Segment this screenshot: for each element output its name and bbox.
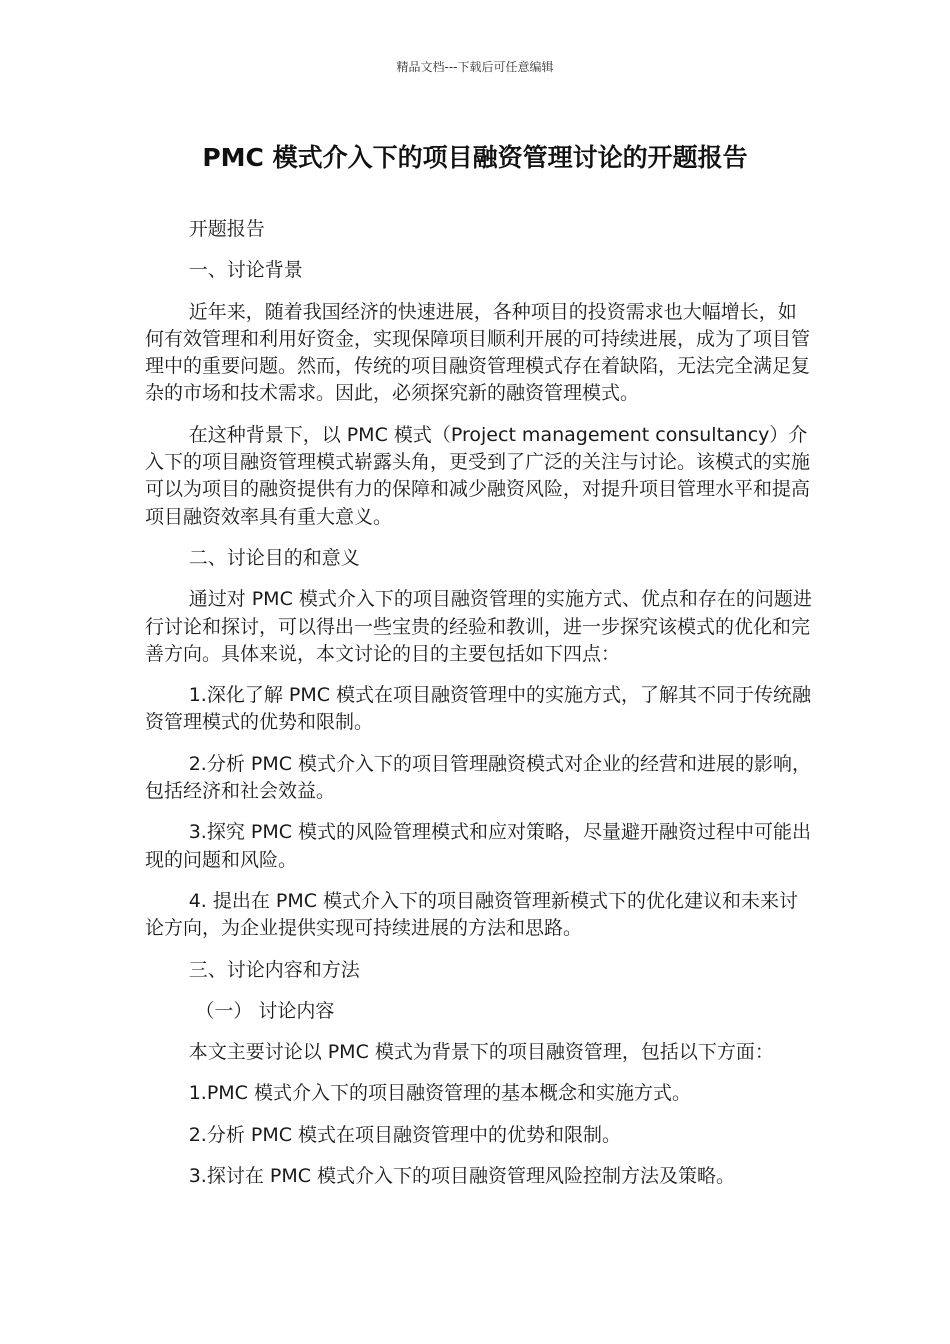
list-item: 3.探讨在 PMC 模式介入下的项目融资管理风险控制方法及策略。 <box>188 1165 736 1188</box>
list-item: 2.分析 PMC 模式在项目融资管理中的优势和限制。 <box>188 1123 622 1146</box>
document-body <box>145 216 815 1204</box>
section-label: 开题报告 <box>188 218 265 240</box>
paragraph: 本文主要讨论以 PMC 模式为背景下的项目融资管理，包括以下方面： <box>188 1041 774 1064</box>
paragraph: 近年来，随着我国经济的快速进展，各种项目的投资需求也大幅增长，如何有效管理和利用好资金，实现保障项目顺利开展的可持续进展，成为了项目管理中的重要问题。然而，传统的项目融资管理模式存在着缺陷，无法完全满足复杂的市场和技术需求。因此，必须探究新的融资管理模式。 <box>145 300 811 405</box>
document-title: PMC 模式介入下的项目融资管理讨论的开题报告 <box>202 143 748 172</box>
list-item: 4. 提出在 PMC 模式介入下的项目融资管理新模式下的优化建议和未来讨论方向，为企业提供实现可持续进展的方法和思路。 <box>145 889 799 940</box>
list-item: 2.分析 PMC 模式介入下的项目管理融资模式对企业的经营和进展的影响，包括经济和社会效益。 <box>145 752 812 803</box>
paragraph: 在这种背景下，以 PMC 模式（Project management consultancy）介入下的项目融资管理模式崭露头角，更受到了广泛的关注与讨论。该模式的实施可以为项目的融资提供有力的保障和减少融资风险，对提升项目管理水平和提高项目融资效率具有重大意义。 <box>145 423 811 528</box>
section-heading-content-method: 三、讨论内容和方法 <box>188 958 360 981</box>
page-header-note: 精品文档---下载后可任意编辑 <box>396 60 554 74</box>
list-item: 3.探究 PMC 模式的风险管理模式和应对策略，尽量避开融资过程中可能出现的问题和风险。 <box>145 821 812 871</box>
paragraph: 通过对 PMC 模式介入下的项目融资管理的实施方式、优点和存在的问题进行讨论和探讨，可以得出一些宝贵的经验和教训，进一步探究该模式的优化和完善方向。具体来说，本文讨论的目的主要包括如下四点： <box>145 588 812 665</box>
section-heading-background: 一、讨论背景 <box>188 259 303 282</box>
list-item: 1.深化了解 PMC 模式在项目融资管理中的实施方式，了解其不同于传统融资管理模式的优势和限制。 <box>145 684 812 734</box>
subsection-heading: （一） 讨论内容 <box>195 999 335 1022</box>
section-heading-purpose: 二、讨论目的和意义 <box>188 546 360 569</box>
list-item: 1.PMC 模式介入下的项目融资管理的基本概念和实施方式。 <box>188 1082 691 1105</box>
